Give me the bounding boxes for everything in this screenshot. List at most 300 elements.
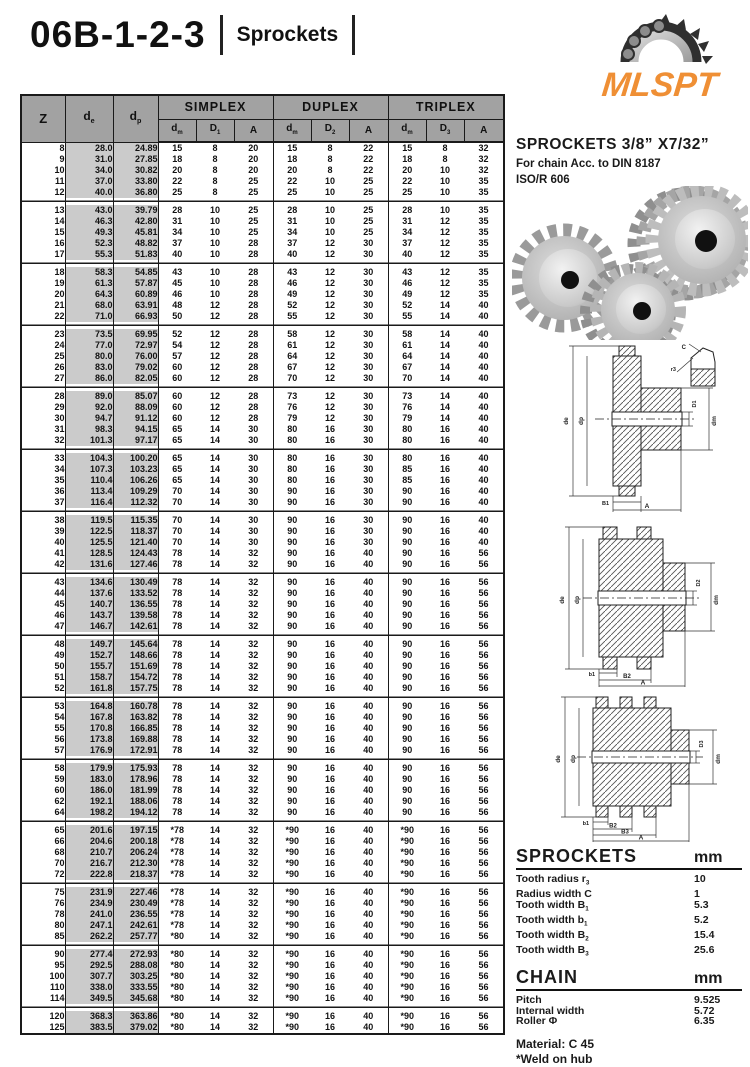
table-cell: 50	[21, 661, 65, 672]
table-cell: 8	[442, 143, 448, 153]
table-cell: *90	[273, 825, 311, 836]
table-cell: 16	[440, 949, 451, 959]
table-cell: 61	[273, 340, 311, 351]
gap-cell	[388, 570, 426, 577]
table-row	[21, 610, 504, 621]
table-cell: 131.6	[65, 559, 113, 570]
table-cell: 56	[464, 785, 504, 796]
table-cell: 16	[325, 960, 336, 970]
gap-cell	[21, 446, 65, 453]
table-cell: 25	[248, 227, 259, 237]
table-cell: 14	[209, 774, 220, 784]
table-row	[21, 391, 504, 402]
table-cell: 28	[248, 329, 259, 339]
table-cell: 61.3	[65, 278, 113, 289]
table-cell: 32	[248, 661, 259, 671]
spec-label: Tooth radius $r_3$	[516, 873, 590, 887]
gap-cell	[158, 942, 196, 949]
table-cell: 35	[464, 278, 504, 289]
table-cell: *90	[273, 887, 311, 898]
svg-text:de: de	[559, 596, 566, 604]
table-cell: 114	[21, 993, 65, 1004]
gap-cell	[196, 942, 234, 949]
table-cell: 40	[363, 712, 374, 722]
col-header-simplex-dm: $d_m$	[158, 120, 196, 143]
gap-cell	[349, 632, 388, 639]
gap-cell	[426, 570, 464, 577]
table-cell: 75	[21, 887, 65, 898]
table-cell: 60.89	[113, 289, 158, 300]
gap-cell	[21, 198, 65, 205]
table-cell: 24	[21, 340, 65, 351]
table-cell: 90	[273, 548, 311, 559]
table-cell: 178.96	[113, 774, 158, 785]
table-cell: 106.26	[113, 475, 158, 486]
gap-cell	[388, 322, 426, 329]
table-cell: 40	[363, 559, 374, 569]
table-cell: 234.9	[65, 898, 113, 909]
table-cell: 167.8	[65, 712, 113, 723]
table-cell: 10	[209, 278, 220, 288]
table-cell: 40	[464, 475, 504, 486]
table-cell: 65	[158, 424, 196, 435]
table-cell: 170.8	[65, 723, 113, 734]
table-cell: 56	[464, 931, 504, 942]
table-cell: 40	[363, 1011, 374, 1021]
table-cell: 94.15	[113, 424, 158, 435]
table-cell: 80	[273, 435, 311, 446]
table-cell: 349.5	[65, 993, 113, 1004]
table-cell: 49	[273, 289, 311, 300]
table-cell: 25	[363, 205, 374, 215]
table-cell: 30	[248, 526, 259, 536]
svg-text:dm: dm	[713, 595, 720, 605]
svg-text:B2: B2	[623, 674, 631, 680]
table-cell: 113.4	[65, 486, 113, 497]
table-cell: 78	[158, 683, 196, 694]
table-cell: *90	[273, 960, 311, 971]
table-cell: 25	[21, 351, 65, 362]
table-cell: 40	[464, 373, 504, 384]
gap-cell	[234, 880, 273, 887]
table-cell: 30	[248, 486, 259, 496]
table-cell: 32	[248, 785, 259, 795]
chain-standard-note: For chain Acc. to DIN 8187	[516, 158, 661, 170]
table-cell: 8	[442, 154, 448, 164]
table-cell: 92.0	[65, 402, 113, 413]
table-row	[21, 537, 504, 548]
col-header-de: $d_e$	[65, 95, 113, 142]
table-row	[21, 526, 504, 537]
table-cell: 56	[464, 1011, 504, 1022]
table-row	[21, 949, 504, 960]
gap-cell	[196, 632, 234, 639]
table-cell: 90	[388, 683, 426, 694]
table-row	[21, 672, 504, 683]
table-cell: *90	[388, 825, 426, 836]
table-cell: 78	[158, 785, 196, 796]
gap-cell	[311, 508, 349, 515]
table-cell: 210.7	[65, 847, 113, 858]
table-cell: 16	[440, 836, 451, 846]
table-cell: 40	[363, 774, 374, 784]
table-cell: 90	[388, 712, 426, 723]
table-cell: 68.0	[65, 300, 113, 311]
table-cell: 14	[209, 825, 220, 835]
specs-panel	[516, 846, 742, 1067]
table-cell: 90	[273, 599, 311, 610]
table-gap-row	[21, 1004, 504, 1011]
svg-text:D3: D3	[699, 740, 705, 748]
table-cell: 30	[363, 311, 374, 321]
table-cell: 16	[440, 548, 451, 558]
table-cell: 70	[158, 497, 196, 508]
gap-cell	[234, 508, 273, 515]
table-cell: 14	[209, 548, 220, 558]
table-cell: 90	[388, 610, 426, 621]
table-cell: 16	[440, 650, 451, 660]
col-header-duplex-d2: $D_2$	[311, 120, 349, 143]
table-cell: 52	[273, 300, 311, 311]
table-cell: 14	[209, 537, 220, 547]
table-cell: 109.29	[113, 486, 158, 497]
table-cell: 78	[158, 774, 196, 785]
gap-cell	[273, 508, 311, 515]
gap-cell	[158, 260, 196, 267]
table-cell: 125.5	[65, 537, 113, 548]
table-cell: 16	[440, 435, 451, 445]
table-cell: 55	[21, 723, 65, 734]
spec-label: Internal width	[516, 1004, 585, 1017]
table-cell: 90	[273, 745, 311, 756]
gap-cell	[196, 570, 234, 577]
table-cell: *78	[158, 920, 196, 931]
table-cell: 139.58	[113, 610, 158, 621]
table-cell: 78	[158, 734, 196, 745]
table-cell: 32	[248, 931, 259, 941]
table-cell: 52	[388, 300, 426, 311]
gap-cell	[349, 446, 388, 453]
table-cell: 12	[209, 300, 220, 310]
table-cell: 149.7	[65, 639, 113, 650]
table-cell: *90	[388, 1022, 426, 1034]
table-cell: 30	[363, 238, 374, 248]
table-cell: 49	[21, 650, 65, 661]
table-cell: 57	[158, 351, 196, 362]
table-gap-row	[21, 384, 504, 391]
table-cell: 236.55	[113, 909, 158, 920]
gap-cell	[234, 942, 273, 949]
table-cell: 14	[209, 847, 220, 857]
table-cell: 12	[209, 391, 220, 401]
spec-label: Tooth width $B_2$	[516, 928, 589, 943]
table-cell: 32	[248, 1011, 259, 1021]
table-cell: 14	[209, 971, 220, 981]
table-cell: 56	[464, 599, 504, 610]
table-cell: 30	[363, 249, 374, 259]
table-cell: 90	[273, 588, 311, 599]
table-cell: 52.3	[65, 238, 113, 249]
table-cell: 78	[158, 548, 196, 559]
table-cell: 176.9	[65, 745, 113, 756]
table-cell: 12	[325, 249, 336, 259]
table-gap-row	[21, 632, 504, 639]
table-cell: 14	[209, 1011, 220, 1021]
table-cell: 18	[388, 154, 426, 165]
gap-cell	[196, 818, 234, 825]
table-cell: 90	[21, 949, 65, 960]
table-cell: 12	[325, 267, 336, 277]
table-cell: 65	[21, 825, 65, 836]
table-cell: 56	[464, 672, 504, 683]
table-cell: 333.55	[113, 982, 158, 993]
table-cell: 8	[327, 143, 333, 153]
gap-cell	[426, 756, 464, 763]
table-cell: 76	[388, 402, 426, 413]
table-cell: 14	[440, 391, 451, 401]
gap-cell	[311, 1004, 349, 1011]
table-cell: 12	[325, 362, 336, 372]
table-cell: 30	[363, 362, 374, 372]
table-cell: 14	[440, 351, 451, 361]
table-cell: 42.80	[113, 216, 158, 227]
table-cell: 52	[21, 683, 65, 694]
svg-text:D2: D2	[696, 579, 702, 587]
gap-cell	[196, 880, 234, 887]
gap-cell	[464, 632, 504, 639]
table-row	[21, 847, 504, 858]
table-cell: 14	[209, 745, 220, 755]
table-cell: 45	[21, 599, 65, 610]
table-cell: 31	[388, 216, 426, 227]
table-cell: 78	[158, 661, 196, 672]
table-cell: 40	[363, 548, 374, 558]
table-cell: 16	[325, 435, 336, 445]
table-cell: 30	[363, 300, 374, 310]
svg-text:A: A	[638, 834, 644, 842]
svg-text:C: C	[681, 345, 686, 351]
gear-chain-logo-icon	[598, 10, 738, 105]
svg-text:dp: dp	[578, 417, 585, 425]
table-cell: 16	[325, 683, 336, 693]
table-cell: 40	[273, 249, 311, 260]
table-cell: 8	[212, 176, 218, 186]
table-gap-row	[21, 756, 504, 763]
table-cell: 56	[464, 887, 504, 898]
table-cell: 85	[388, 464, 426, 475]
table-cell: 27.85	[113, 154, 158, 165]
table-cell: 14	[209, 785, 220, 795]
gap-cell	[311, 880, 349, 887]
gap-cell	[426, 1004, 464, 1011]
table-cell: 14	[209, 712, 220, 722]
table-cell: 90	[388, 796, 426, 807]
table-cell: 72	[21, 869, 65, 880]
table-cell: 28	[248, 249, 259, 259]
table-cell: 40	[363, 763, 374, 773]
table-cell: 14	[209, 931, 220, 941]
table-cell: 122.5	[65, 526, 113, 537]
table-row	[21, 577, 504, 588]
chain-spec-rows	[516, 995, 742, 1027]
table-cell: 14	[209, 486, 220, 496]
table-cell: 90	[388, 672, 426, 683]
table-cell: 12	[440, 249, 451, 259]
gap-cell	[349, 508, 388, 515]
table-cell: 23	[21, 329, 65, 340]
table-row	[21, 402, 504, 413]
table-cell: 30	[363, 537, 374, 547]
table-cell: 78	[158, 559, 196, 570]
table-cell: 14	[209, 949, 220, 959]
table-cell: 63.91	[113, 300, 158, 311]
table-row	[21, 836, 504, 847]
gap-cell	[426, 322, 464, 329]
table-cell: 60	[158, 391, 196, 402]
table-cell: 16	[21, 238, 65, 249]
table-cell: *90	[388, 982, 426, 993]
table-cell: 90	[273, 672, 311, 683]
table-cell: 40	[464, 300, 504, 311]
gap-cell	[196, 198, 234, 205]
gap-cell	[113, 942, 158, 949]
table-cell: 14	[209, 960, 220, 970]
svg-text:b1: b1	[582, 821, 589, 827]
table-cell: 90	[388, 486, 426, 497]
gap-cell	[388, 818, 426, 825]
table-cell: 32	[248, 909, 259, 919]
table-cell: 16	[325, 993, 336, 1003]
table-cell: 30	[363, 453, 374, 463]
table-cell: 43	[21, 577, 65, 588]
col-header-triplex-a: A	[464, 120, 504, 143]
gap-cell	[113, 570, 158, 577]
table-cell: 78	[158, 723, 196, 734]
table-cell: 30	[363, 267, 374, 277]
table-cell: 46	[158, 289, 196, 300]
table-cell: 94.7	[65, 413, 113, 424]
spec-label: Tooth width $B_1$	[516, 898, 589, 913]
table-cell: 12	[209, 413, 220, 423]
table-cell: 101.3	[65, 435, 113, 446]
table-cell: 90	[273, 515, 311, 526]
table-cell: *80	[158, 1022, 196, 1034]
table-row	[21, 909, 504, 920]
simplex-diagram	[533, 342, 738, 514]
gap-cell	[65, 260, 113, 267]
spec-row	[516, 1016, 742, 1027]
table-cell: 14	[209, 515, 220, 525]
table-cell: 16	[325, 672, 336, 682]
gap-cell	[426, 632, 464, 639]
table-cell: 100	[21, 971, 65, 982]
table-cell: 14	[440, 340, 451, 350]
gap-cell	[113, 694, 158, 701]
table-cell: *90	[273, 909, 311, 920]
table-cell: *78	[158, 858, 196, 869]
table-cell: 40	[464, 351, 504, 362]
table-cell: 32	[248, 672, 259, 682]
gap-cell	[65, 198, 113, 205]
gap-cell	[158, 818, 196, 825]
table-cell: 16	[325, 774, 336, 784]
table-cell: 16	[325, 577, 336, 587]
table-cell: 56	[464, 909, 504, 920]
table-cell: 56	[464, 898, 504, 909]
table-cell: 43	[273, 267, 311, 278]
table-cell: *78	[158, 887, 196, 898]
table-cell: 22	[363, 165, 374, 175]
table-cell: 40	[464, 329, 504, 340]
gap-cell	[426, 384, 464, 391]
table-cell: 161.8	[65, 683, 113, 694]
table-gap-row	[21, 570, 504, 577]
gap-cell	[113, 322, 158, 329]
table-cell: 16	[440, 982, 451, 992]
table-cell: 30	[248, 424, 259, 434]
table-cell: 10	[209, 238, 220, 248]
gap-cell	[349, 818, 388, 825]
table-cell: 116.4	[65, 497, 113, 508]
table-cell: 30	[363, 351, 374, 361]
table-cell: 164.8	[65, 701, 113, 712]
table-cell: 14	[440, 373, 451, 383]
table-cell: 56	[464, 825, 504, 836]
gap-cell	[196, 322, 234, 329]
gap-cell	[426, 880, 464, 887]
table-cell: 40.0	[65, 187, 113, 198]
table-gap-row	[21, 508, 504, 515]
table-cell: 71.0	[65, 311, 113, 322]
table-cell: 110.4	[65, 475, 113, 486]
table-cell: 40	[464, 537, 504, 548]
gap-cell	[21, 880, 65, 887]
table-cell: 90	[273, 577, 311, 588]
table-cell: 35	[464, 267, 504, 278]
table-cell: 15	[388, 142, 426, 154]
table-cell: 44	[21, 588, 65, 599]
gap-cell	[113, 880, 158, 887]
gap-cell	[388, 446, 426, 453]
spec-label: Pitch	[516, 994, 542, 1007]
table-cell: 90	[388, 577, 426, 588]
table-cell: 25	[248, 187, 259, 197]
table-row	[21, 639, 504, 650]
table-cell: 32	[248, 982, 259, 992]
table-cell: 103.23	[113, 464, 158, 475]
table-cell: 152.7	[65, 650, 113, 661]
table-cell: 48.82	[113, 238, 158, 249]
table-cell: 146.7	[65, 621, 113, 632]
table-cell: 40	[464, 362, 504, 373]
table-cell: 16	[440, 1022, 451, 1032]
table-cell: 272.93	[113, 949, 158, 960]
table-cell: 55	[273, 311, 311, 322]
table-cell: 30	[248, 475, 259, 485]
table-cell: *80	[158, 993, 196, 1004]
table-cell: 33	[21, 453, 65, 464]
table-cell: 16	[325, 920, 336, 930]
table-cell: 54	[158, 340, 196, 351]
table-row	[21, 154, 504, 165]
table-cell: 60	[158, 413, 196, 424]
table-cell: 32	[464, 154, 504, 165]
gap-cell	[21, 322, 65, 329]
table-cell: 90	[273, 661, 311, 672]
svg-text:B3: B3	[621, 829, 629, 836]
table-cell: 40	[388, 249, 426, 260]
table-cell: 16	[440, 920, 451, 930]
